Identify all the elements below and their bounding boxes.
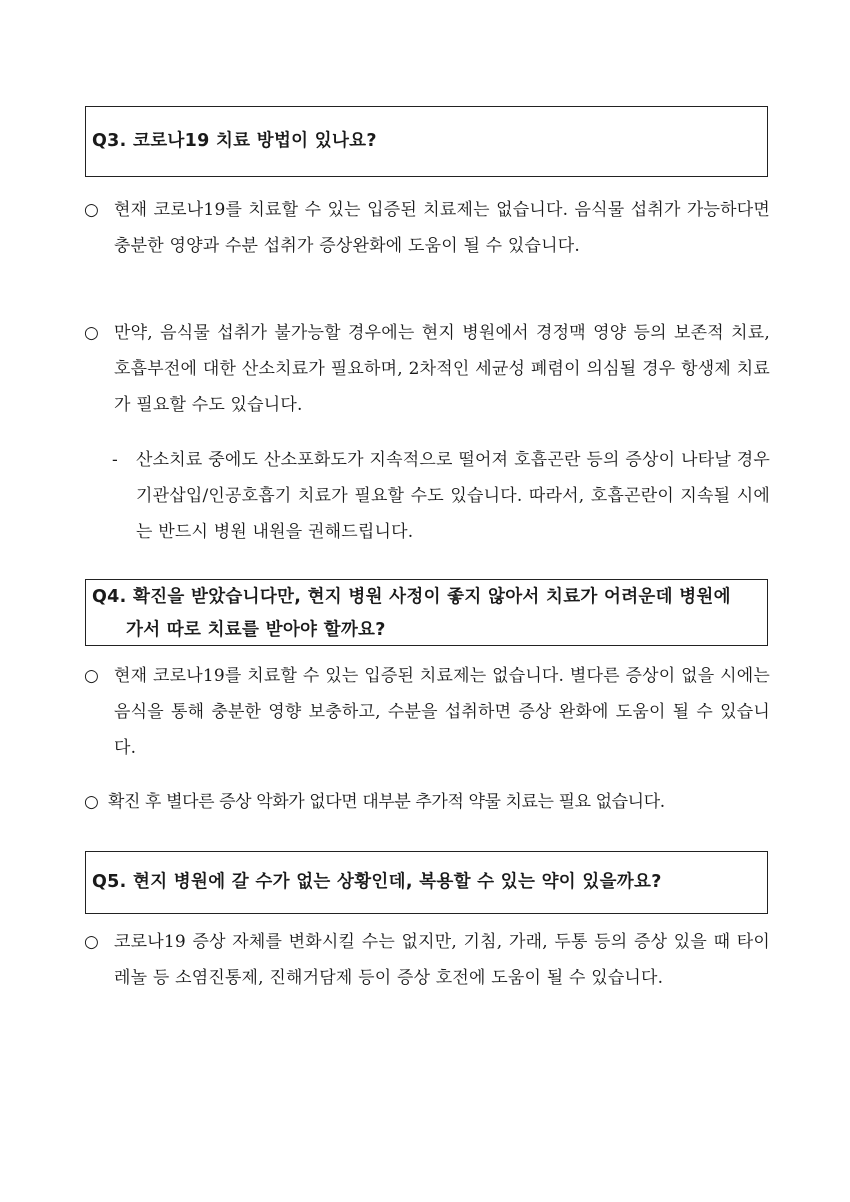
q4-answer-2-text: 확진 후 별다른 증상 악화가 없다면 대부분 추가적 약물 치료는 필요 없습니다. — [108, 792, 665, 812]
circle-bullet-icon: ○ — [84, 200, 100, 220]
dash-bullet-icon: - — [112, 450, 118, 470]
q3-answer-1-text: 현재 코로나19를 치료할 수 있는 입증된 치료제는 없습니다. 음식물 섭취가 가능하다면 충분한 영양과 수분 섭취가 증상완화에 도움이 될 수 있습니다. — [114, 200, 770, 256]
q5-answer-1-text: 코로나19 증상 자체를 변화시킬 수는 없지만, 기침, 가래, 두통 등의 증상 있을 때 타이레놀 등 소염진통제, 진해거담제 등이 증상 호전에 도움이 될 수 있습니다. — [114, 932, 770, 988]
q4-question-box — [85, 579, 768, 646]
q5-answer-1 — [84, 924, 770, 996]
q4-question-title: Q4. 확진을 받았습니다만, 현지 병원 사정이 좋지 않아서 치료가 어려운데 병원에 가서 따로 치료를 받아야 할까요? — [92, 587, 731, 640]
q4-answer-1-text: 현재 코로나19를 치료할 수 있는 입증된 치료제는 없습니다. 별다른 증상이 없을 시에는 음식을 통해 충분한 영향 보충하고, 수분을 섭취하면 증상 완화에 도움이 될 수 있습니다. — [114, 666, 770, 758]
q4-answer-2 — [84, 784, 770, 820]
circle-bullet-icon: ○ — [84, 323, 100, 343]
q5-question-title: Q5. 현지 병원에 갈 수가 없는 상황인데, 복용할 수 있는 약이 있을까요? — [92, 872, 662, 892]
q3-sub-note — [112, 442, 770, 550]
q4-answer-1 — [84, 658, 770, 766]
q3-question-title: Q3. 코로나19 치료 방법이 있나요? — [92, 131, 377, 151]
q3-question-box — [85, 106, 768, 177]
q3-answer-1 — [84, 192, 770, 264]
circle-bullet-icon: ○ — [84, 666, 100, 686]
circle-bullet-icon: ○ — [84, 932, 100, 952]
circle-bullet-icon: ○ — [84, 792, 99, 812]
q5-question-box — [85, 851, 768, 914]
q3-answer-2 — [84, 315, 770, 423]
q3-answer-2-text: 만약, 음식물 섭취가 불가능할 경우에는 현지 병원에서 경정맥 영양 등의 보존적 치료, 호흡부전에 대한 산소치료가 필요하며, 2차적인 세균성 폐렴이 의심될 경우 항생제 치료가 필요할 수도 있습니다. — [114, 323, 770, 415]
q3-sub-note-text: 산소치료 중에도 산소포화도가 지속적으로 떨어져 호흡곤란 등의 증상이 나타날 경우 기관삽입/인공호흡기 치료가 필요할 수도 있습니다. 따라서, 호흡곤란이 지속될 시에는 반드시 병원 내원을 권해드립니다. — [136, 450, 770, 542]
